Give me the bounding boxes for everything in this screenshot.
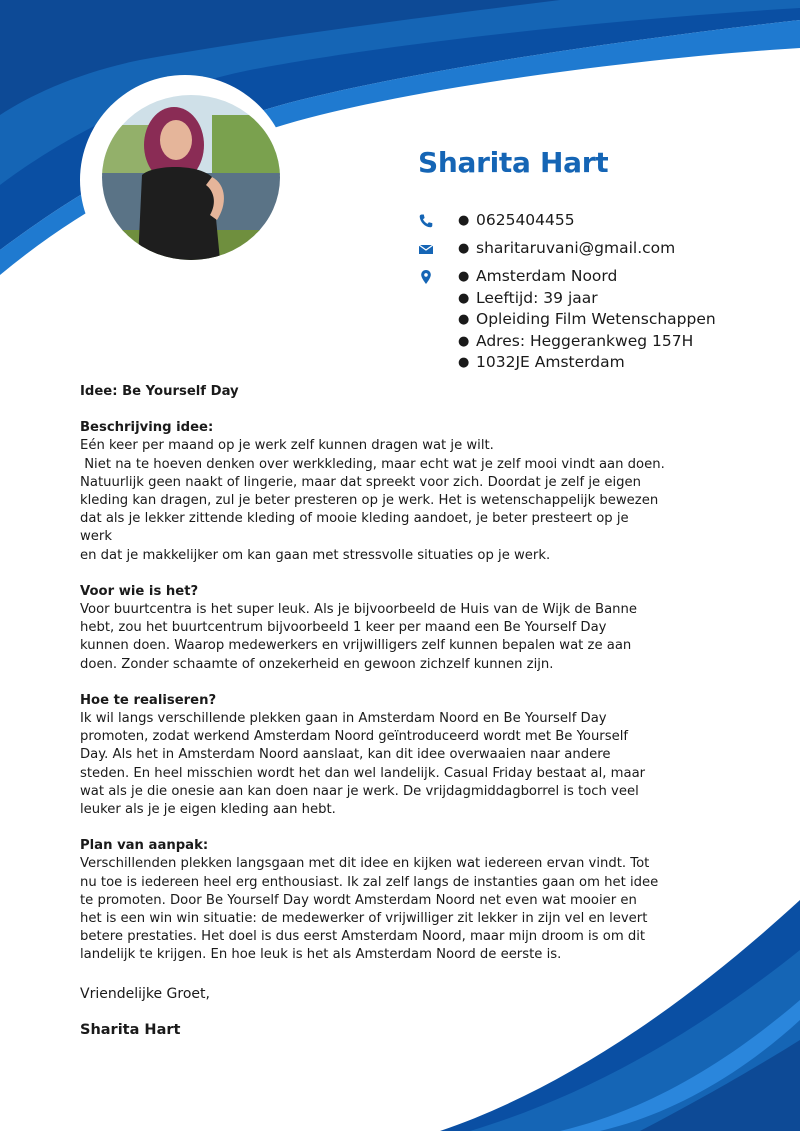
profile-photo [102, 95, 280, 260]
text-line: Natuurlijk geen naakt of lingerie, maar dat spreekt voor zich. Doordat je zelf je eigen [80, 474, 641, 490]
applicant-name: Sharita Hart [418, 146, 609, 179]
text-line: Eén keer per maand op je werk zelf kunnen dragen wat je wilt. [80, 438, 494, 454]
email-icon [418, 241, 434, 257]
address-text: Adres: Heggerankweg 157H [476, 331, 694, 350]
section-heading: Beschrijving idee: [80, 420, 214, 436]
text-line: Niet na te hoeven denken over werkkleding, maar echt wat je zelf mooi vindt aan doen. [80, 456, 665, 472]
age-text: Leeftijd: 39 jaar [476, 288, 598, 307]
bullet: ● [458, 213, 470, 228]
text-line: doen. Zonder schaamte of onzekerheid en gewoon zichzelf kunnen zijn. [80, 656, 554, 672]
text-line: dat als je lekker zittende kleding of mooie kleding aandoet, je beter presteert op je werk [80, 511, 629, 545]
idea-title: Idee: Be Yourself Day [80, 384, 239, 399]
text-line: en dat je makkelijker om kan gaan met stressvolle situaties op je werk. [80, 547, 551, 563]
text-line: Verschillenden plekken langsgaan met dit idee en kijken wat iedereen ervan vindt. Tot [80, 856, 650, 872]
bullet: ● [458, 355, 470, 370]
phone-number: 0625404455 [476, 211, 575, 229]
bullet: ● [458, 333, 470, 349]
text-line: Ik wil langs verschillende plekken gaan in Amsterdam Noord en Be Yourself Day [80, 711, 607, 727]
location-text: Amsterdam Noord [476, 267, 618, 285]
text-line: te promoten. Door Be Yourself Day wordt Amsterdam Noord net even wat mooier en [80, 892, 637, 908]
location-icon [418, 269, 434, 285]
text-line: hebt, zou het buurtcentrum bijvoorbeeld 1 keer per maand een Be Yourself Day [80, 620, 607, 636]
bullet: ● [458, 312, 470, 327]
text-line: het is een win win situatie: de medewerker of vrijwilliger zit lekker in zijn vel en levert [80, 911, 648, 927]
text-line: kunnen doen. Waarop medewerkers en vrijwilligers zelf kunnen bepalen wat ze aan [80, 638, 632, 654]
section-heading: Voor wie is het? [80, 583, 199, 599]
section-heading: Hoe te realiseren? [80, 692, 217, 708]
section-heading: Plan van aanpak: [80, 838, 209, 854]
text-line: Day. Als het in Amsterdam Noord aanslaat, kan dit idee overwaaien naar andere [80, 747, 611, 763]
signature: Sharita Hart [80, 1021, 181, 1038]
email-address: sharitaruvani@gmail.com [476, 239, 676, 257]
text-line: wat als je die onesie aan kan doen naar je werk. De vrijdagmiddagborrel is toch veel [80, 783, 639, 799]
text-line: steden. En heel misschien wordt het dan wel landelijk. Casual Friday bestaat al, maar [80, 765, 646, 781]
text-line: betere prestaties. Het doel is dus eerst Amsterdam Noord, maar mijn droom is om dit [80, 929, 646, 945]
bullet: ● [458, 241, 470, 256]
text-line: kleding kan dragen, zul je beter presteren op je werk. Het is wetenschappelijk bewezen [80, 493, 659, 509]
education-text: Opleiding Film Wetenschappen [476, 310, 716, 328]
text-line: nu toe is iedereen heel erg enthousiast. Ik zal zelf langs de instanties gaan om het idee [80, 874, 659, 890]
bullet: ● [458, 290, 470, 306]
text-line: landelijk te krijgen. En hoe leuk is het als Amsterdam Noord de eerste is. [80, 947, 562, 963]
text-line: leuker als je je eigen kleding aan hebt. [80, 802, 336, 818]
postcode-text: 1032JE Amsterdam [476, 353, 625, 371]
closing-greeting: Vriendelijke Groet, [80, 985, 210, 1002]
bullet: ● [458, 269, 470, 284]
text-line: Voor buurtcentra is het super leuk. Als je bijvoorbeeld de Huis van de Wijk de Banne [80, 602, 637, 618]
text-line: promoten, zodat werkend Amsterdam Noord geïntroduceerd wordt met Be Yourself [80, 729, 629, 745]
letter-body [80, 383, 665, 1039]
phone-icon [418, 213, 434, 229]
